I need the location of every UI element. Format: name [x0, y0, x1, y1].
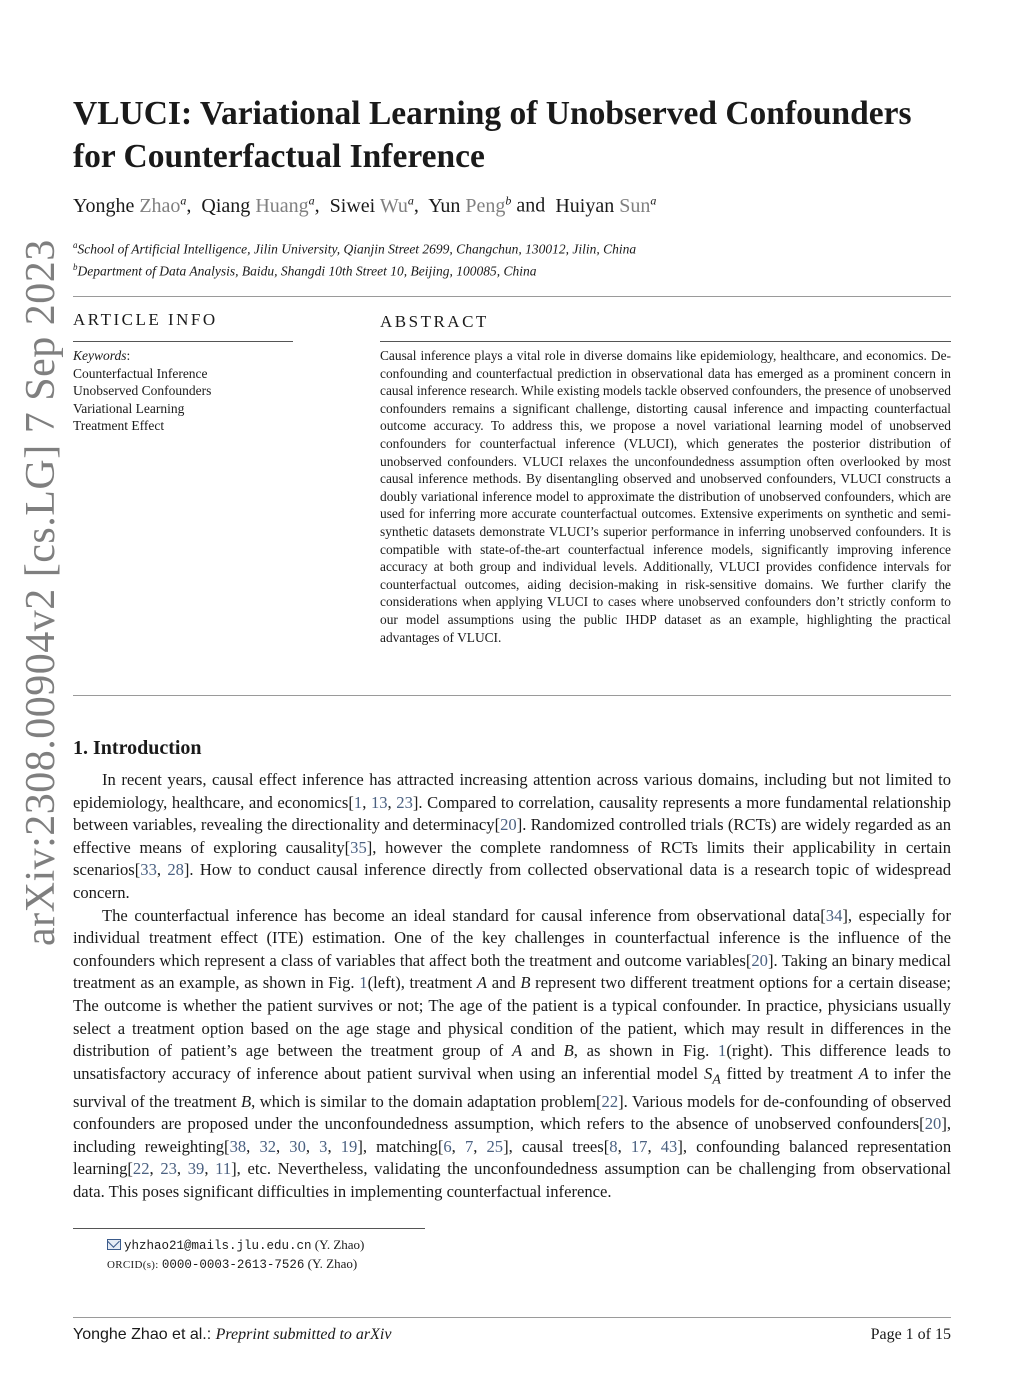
orcid-footnote: ORCID(s): 0000-0003-2613-7526 (Y. Zhao)	[107, 1256, 358, 1272]
email-footnote: yhzhao21@mails.jlu.edu.cn (Y. Zhao)	[107, 1237, 364, 1253]
introduction-body	[73, 769, 951, 1204]
author: Yonghe Zhao$^a$	[73, 193, 187, 217]
divider	[73, 695, 951, 696]
section-heading: 1. Introduction	[73, 737, 202, 759]
author: Yun Peng$^b$	[428, 193, 512, 217]
paragraph: The counterfactual inference has become an ideal standard for causal inference from observational data[34], especially for individual treatment effect (ITE) estimation. One of the key challenges in counterfactual inference is the influence of the confounders which represent a class of variables that affect both the treatment and outcome variables[20]. Taking an binary medical treatment as an example, as shown in Fig. 1(left), treatment A and B represent two different treatment options for a certain disease; The outcome is whether the patient survives or not; The age of the patient is a typical confounder. In practice, physicians usually select a treatment option based on the age stage and physical condition of the patient, which may result in differences in the distribution of patient’s age between the treatment group of A and B, as shown in Fig. 1(right). This difference leads to unsatisfactory accuracy of inference about patient survival when using an inferential model $S_A$ fitted by treatment A to infer the survival of the treatment B, which is similar to the domain adaptation problem[22]. Various models for de-confounding of observed confounders are proposed under the unconfoundedness assumption, which refers to the absence of unobserved confounders[20], including reweighting[38, 32, 30, 3, 19], matching[6, 7, 25], causal trees[8, 17, 43], confounding balanced representation learning[22, 23, 39, 11], etc. Nevertheless, validating the unconfoundedness assumption can be challenging from observational data. This poses significant difficulties in implementing counterfactual inference.	[73, 905, 952, 1201]
divider	[73, 296, 951, 297]
paragraph: In recent years, causal effect inference has attracted increasing attention across various domains, including but not limited to epidemiology, healthcare, and economics[1, 13, 23]. Compared to correlation, causality represents a more fundamental relationship between variables, revealing the directionality and determinacy[20]. Randomized controlled trials (RCTs) are widely regarded as an effective means of exploring causality[35], however the complete randomness of RCTs limits their applicability in certain scenarios[33, 28]. How to conduct causal inference directly from collected observational data is a research topic of widespread concern.	[73, 770, 952, 902]
author: Siwei Wu$^a$	[329, 193, 414, 217]
footnote-rule	[73, 1228, 425, 1229]
author: Qiang Huang$^a$	[201, 193, 315, 217]
divider	[73, 1317, 951, 1318]
keywords-block: Keywords: Counterfactual Inference Unobserved Confounders Variational Learning Treatment Effect	[73, 348, 212, 433]
paper-title: VLUCI: Variational Learning of Unobserved Confounders for Counterfactual Inference	[73, 95, 912, 175]
abstract-text: Causal inference plays a vital role in diverse domains like epidemiology, healthcare, and economics. De-confounding and counterfactual prediction in observational data has emerged as a prominent concern in causal inference research. While existing models tackle observed confounders, the presence of unobserved confounders remains a significant challenge, distorting causal inference and impacting counterfactual outcome accuracy. To address this, we propose a novel variational learning model of unobserved confounders for counterfactual inference (VLUCI), which generates the posterior distribution of unobserved confounders. VLUCI relaxes the unconfoundedness assumption often overlooked by most causal inference methods. By disentangling observed and unobserved confounders, VLUCI constructs a doubly variational inference model to approximate the distribution of unobserved confounders, which are used for inferring more accurate counterfactual outcomes. Extensive experiments on synthetic and semi-synthetic datasets demonstrate VLUCI’s superior performance in inferring unobserved confounders. It is compatible with state-of-the-art counterfactual inference models, significantly improving inference accuracy at both group and individual levels. Additionally, VLUCI provides confidence intervals for counterfactual outcomes, aiding decision-making in risk-sensitive domains. We further clarify the considerations when applying VLUCI to cases where unobserved confounders don’t strictly conform to our model assumptions using the public IHDP dataset as an example, highlighting the practical advantages of VLUCI.	[380, 348, 951, 645]
arxiv-stamp: arXiv:2308.00904v2 [cs.LG] 7 Sep 2023	[18, 239, 64, 946]
keyword: Unobserved Confounders	[73, 383, 212, 398]
divider	[73, 341, 293, 342]
keywords-label: Keywords	[73, 348, 127, 363]
mail-icon	[107, 1239, 121, 1250]
orcid-link[interactable]: 0000-0003-2613-7526	[161, 1258, 305, 1272]
article-info-heading: ARTICLE INFO	[73, 310, 218, 329]
author: Huiyan Sun$^a$	[555, 193, 657, 217]
keyword: Variational Learning	[73, 400, 185, 416]
footer-running-title: Yonghe Zhao et al.: Preprint submitted to arXiv	[73, 1326, 392, 1343]
email-link[interactable]: yhzhao21@mails.jlu.edu.cn	[124, 1239, 312, 1253]
divider	[380, 341, 951, 342]
affiliation-a: $^a$School of Artificial Intelligence, Jilin University, Qianjin Street 2699, Changchun, 130012, Jilin, China	[73, 240, 637, 257]
keyword: Counterfactual Inference	[73, 365, 208, 381]
abstract-heading: ABSTRACT	[380, 312, 489, 331]
author-list: Yonghe Zhao$^a$, Qiang Huang$^a$, Siwei Wu$^a$, Yun Peng$^b$ and Huiyan Sun$^a$	[73, 193, 657, 217]
keyword: Treatment Effect	[73, 418, 165, 433]
page-number: Page 1 of 15	[870, 1326, 951, 1343]
affiliation-b: $^b$Department of Data Analysis, Baidu, Shangdi 10th Street 10, Beijing, 100085, China	[73, 262, 537, 279]
